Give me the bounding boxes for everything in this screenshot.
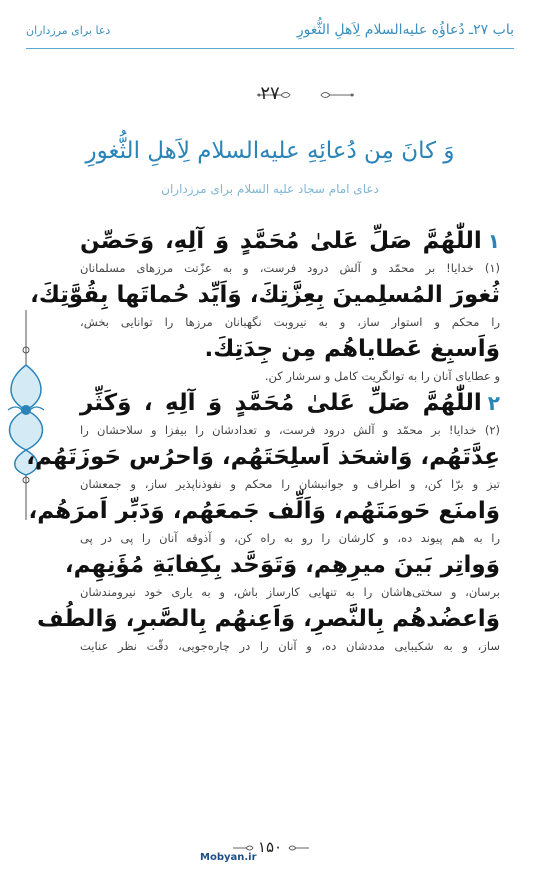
- flourish-right-icon: [318, 89, 356, 101]
- arabic-line: وَواتِر بَینَ میرِهِم، وَتَوَحَّد بِكِفايَةِ مُؤَنِهِم،: [64, 552, 500, 578]
- arabic-line: ثُغورَ المُسلِمینَ بِعِزَّتِكَ، وَاَیِّد حُماتَها بِقُوَّتِكَ،: [30, 282, 500, 308]
- verse-number: ٢: [487, 391, 500, 415]
- translation-line: برسان، و سختی‌هاشان را به تنهایی کارساز باش، و به یاری خود نیرومندشان: [80, 585, 500, 599]
- translation-line: (۲) خدایا! بر محمّد و آلش درود فرست، و تعدادشان را بیفزا و سلاحشان را: [80, 423, 500, 437]
- site-watermark: Mobyan.ir: [200, 852, 257, 863]
- chapter-subtitle: دعای امام سجاد علیه السلام برای مرزداران: [161, 182, 379, 196]
- side-arabesque-icon: [2, 310, 50, 520]
- arabic-line: ٢اللّٰهُمَّ صَلِّ عَلىٰ مُحَمَّدٍ وَ آلِهِ ، وَكَثِّر: [80, 390, 500, 416]
- arabic-line: ١اللّٰهُمَّ صَلِّ عَلىٰ مُحَمَّدٍ وَ آلِهِ، وَحَصِّن: [80, 228, 500, 254]
- chapter-title: وَ کانَ مِن دُعائِهِ علیه‌السلام لِاَهلِ الثُّغورِ: [85, 138, 455, 164]
- translation-line: تیز و برّا کن، و اطراف و جوانبشان را محکم و نفوذناپذیر ساز، و جمعشان: [80, 477, 500, 491]
- arabic-line: وَامنَع حَومَتَهُم، وَاَلِّف جَمعَهُم، وَدَبِّر اَمرَهُم،: [28, 498, 500, 524]
- chapter-number: ۲۷: [260, 83, 280, 104]
- arabic-line: وَاَسبِغ عَطایاهُم مِن جِدَتِكَ.: [204, 336, 500, 362]
- translation-line: ساز، و به شکیبایی مددشان ده، و آنان را در چاره‌جویی، دقّت نظر عنایت: [80, 639, 500, 653]
- arabic-line: وَاعضُدهُم بِالنَّصرِ، وَاَعِنهُم بِالصَّبرِ، وَالطُف: [37, 606, 500, 632]
- translation-line: (۱) خدایا! بر محمّد و آلش درود فرست، و به عزّتت مرزهای مسلمانان: [80, 261, 500, 275]
- header-rule: [26, 48, 514, 49]
- header-chapter-title: باب ۲۷ـ دُعاؤُه علیه‌السلام لِاَهلِ الثُّغورِ: [296, 22, 514, 38]
- page-number: ۱۵۰: [257, 838, 283, 856]
- translation-line: را به هم پیوند ده، و کارشان را رو به راه کن، و آذوقه آنان را پی در پی: [80, 531, 500, 545]
- prayer-text: [26, 226, 500, 658]
- arabic-line: عِدَّتَهُم، وَاشحَذ اَسلِحَتَهُم، وَاحرُس حَوزَتَهُم،: [26, 444, 500, 470]
- footer-flourish-right-icon: [288, 843, 310, 853]
- chapter-number-block: [0, 83, 540, 107]
- running-header: [26, 18, 514, 46]
- header-section-label: دعا برای مرزداران: [26, 24, 111, 37]
- translation-line: و عطایای آنان را به توانگریت کامل و سرشار کن.: [264, 369, 500, 383]
- translation-line: را محکم و استوار ساز، و به نیروبت نگهبانان مرزها را توانایی بخش،: [80, 315, 500, 329]
- verse-number: ١: [487, 229, 500, 253]
